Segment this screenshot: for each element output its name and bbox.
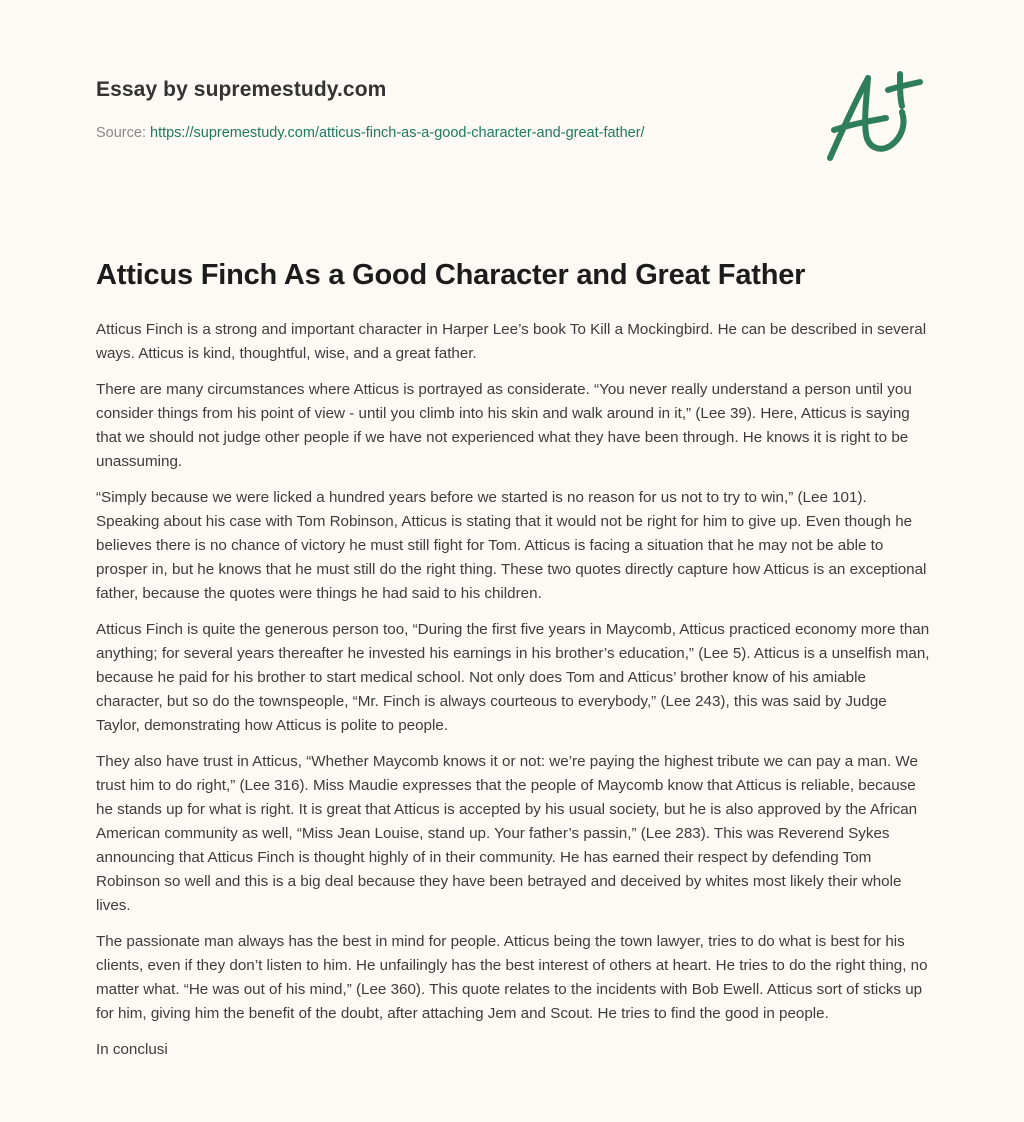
essay-paragraph: Atticus Finch is quite the generous person too, “During the first five years in Maycomb, Atticus practiced economy more than anything; for several years thereafter he invested his earnings in his brother’s education,” (Lee 5). Atticus is a unselfish man, because he paid for his brother to start medical school. Not only does Tom and Atticus’ brother know of his amiable character, but so do the townspeople, “Mr. Finch is always courteous to everybody,” (Lee 243), this was said by Judge Taylor, demonstrating how Atticus is polite to people. <box>96 621 930 734</box>
essay-paragraph: There are many circumstances where Atticus is portrayed as considerate. “You never really understand a person until you consider things from his point of view - until you climb into his skin and walk around in it,” (Lee 39). Here, Atticus is saying that we should not judge other people if we have not experienced what they have been through. He knows it is right to be unassuming. <box>96 381 912 470</box>
essay-body <box>96 318 932 1062</box>
essay-paragraph: They also have trust in Atticus, “Whether Maycomb knows it or not: we’re paying the highest tribute we can pay a man. We trust him to do right,” (Lee 316). Miss Maudie expresses that the people of Maycomb know that Atticus is reliable, because he stands up for what is right. It is great that Atticus is accepted by his usual society, but he is also approved by the African American community as well, “Miss Jean Louise, stand up. Your father’s passin,” (Lee 283). This was Reverend Sykes announcing that Atticus Finch is thought highly of in their community. He has earned their respect by defending Tom Robinson so well and this is a big deal because they have been betrayed and deceived by whites most likely their whole lives. <box>96 753 918 914</box>
source-line <box>96 123 796 143</box>
a-plus-grade-icon <box>822 66 932 166</box>
page-header <box>96 76 796 143</box>
site-title: Essay by supremestudy.com <box>96 78 387 101</box>
source-link[interactable]: https://supremestudy.com/atticus-finch-as-a-good-character-and-great-father/ <box>150 125 645 141</box>
essay-article <box>96 256 932 1074</box>
essay-paragraph: Atticus Finch is a strong and important character in Harper Lee’s book To Kill a Mockingbird. He can be described in several ways. Atticus is kind, thoughtful, wise, and a great father. <box>96 321 927 362</box>
essay-title: Atticus Finch As a Good Character and Great Father <box>96 259 806 291</box>
essay-paragraph: The passionate man always has the best in mind for people. Atticus being the town lawyer, tries to do what is best for his clients, even if they don’t listen to him. He unfailingly has the best interest of others at heart. He tries to do the right thing, no matter what. “He was out of his mind,” (Lee 360). This quote relates to the incidents with Bob Ewell. Atticus sort of sticks up for him, giving him the benefit of the doubt, after attaching Jem and Scout. He tries to find the good in people. <box>96 933 928 1022</box>
essay-paragraph: “Simply because we were licked a hundred years before we started is no reason for us not to try to win,” (Lee 101). Speaking about his case with Tom Robinson, Atticus is stating that it would not be right for him to give up. Even though he believes there is no chance of victory he must still fight for Tom. Atticus is facing a situation that he may not be able to prosper in, but he knows that he must still do the right thing. These two quotes directly capture how Atticus is an exceptional father, because the quotes were things he had said to his children. <box>96 489 927 602</box>
source-label: Source: <box>96 125 150 141</box>
essay-paragraph-truncated: In conclusi <box>96 1041 168 1058</box>
